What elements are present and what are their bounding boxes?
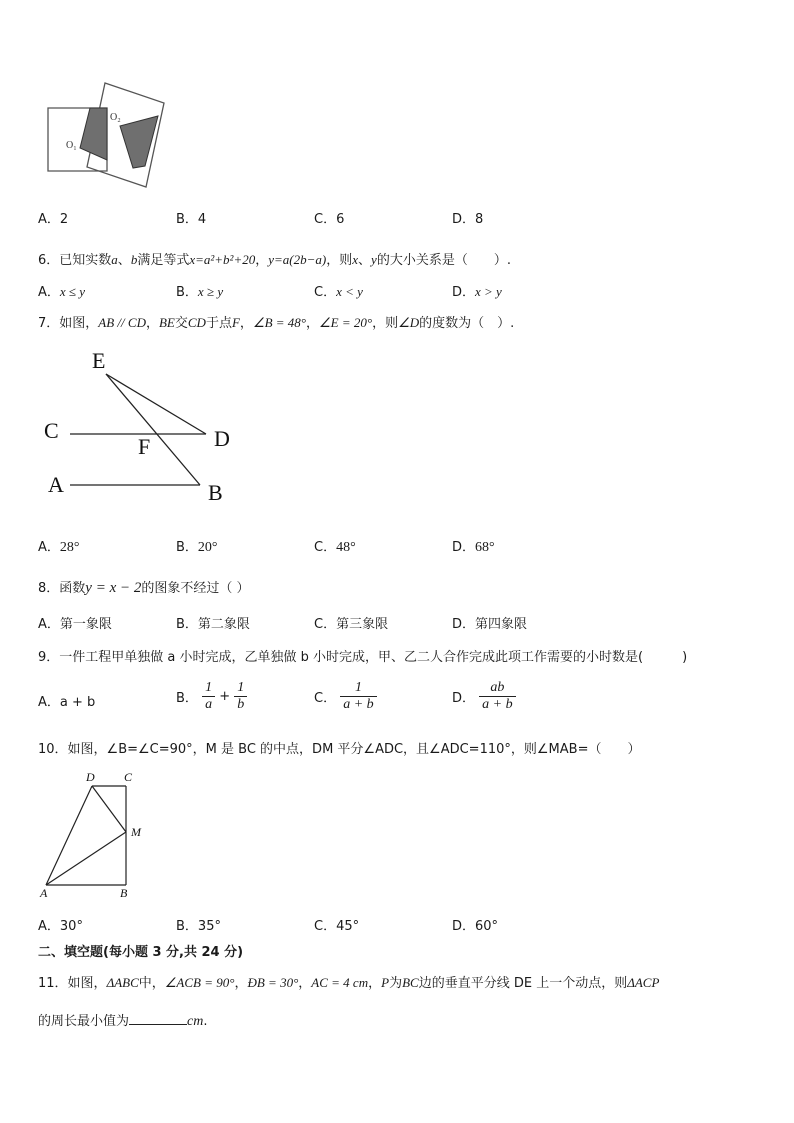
shaded-region-o1 xyxy=(80,108,107,160)
q7-stem: 7．如图，AB // CD，BE交CD于点F，∠B = 48°，∠E = 20°，则∠D的度数为（ ）. xyxy=(38,315,515,331)
label-o1: O₁ xyxy=(66,140,77,151)
label-c: C xyxy=(124,770,133,784)
answer-blank[interactable] xyxy=(129,1012,187,1025)
q10-option-c[interactable]: C．45° xyxy=(314,919,360,934)
q9-option-b-frac2: $\frac{1}{b}$ xyxy=(234,680,247,713)
label-e: E xyxy=(92,348,106,373)
q9-option-c-frac: $\frac{1}{a + b}$ xyxy=(340,680,376,713)
q7-option-c[interactable]: C．48° xyxy=(314,540,356,555)
section-title: 二、填空题(每小题 3 分,共 24 分) xyxy=(38,945,244,960)
label-d: D xyxy=(214,426,230,451)
parallel-lines-figure xyxy=(38,342,248,512)
label-c: C xyxy=(44,418,59,443)
q9-option-b-frac1: $\frac{1}{a}$ xyxy=(202,680,215,713)
q9-option-a[interactable]: A．a + b xyxy=(38,695,96,710)
label-f: F xyxy=(138,434,151,459)
q6-option-a[interactable]: A．x ≤ y xyxy=(38,284,86,300)
label-d: D xyxy=(86,770,95,784)
q5-option-c[interactable]: C．6 xyxy=(314,212,345,227)
q10-option-a[interactable]: A．30° xyxy=(38,919,83,934)
q7-option-d[interactable]: D．68° xyxy=(452,540,495,555)
q6-option-d[interactable]: D．x > y xyxy=(452,284,502,300)
q8-option-c[interactable]: C．第三象限 xyxy=(314,617,389,632)
line-eb xyxy=(106,374,200,485)
q6-option-b[interactable]: B．x ≥ y xyxy=(176,284,224,300)
label-b: B xyxy=(120,886,128,900)
q9-option-d-frac: $\frac{ab}{a + b}$ xyxy=(479,680,515,713)
q10-option-b[interactable]: B．35° xyxy=(176,919,221,934)
q6-stem: 6．已知实数a、b满足等式x=a²+b²+20，y=a(2b−a)，则x、y的大小关系是（ ）. xyxy=(38,252,511,268)
q8-option-d[interactable]: D．第四象限 xyxy=(452,617,528,632)
label-a: A xyxy=(48,472,64,497)
q11-stem: 11．如图，ΔABC中，∠ACB = 90°，ÐB = 30°，AC = 4 cm，P为BC边的垂直平分线 DE 上一个动点，则ΔACP xyxy=(38,975,660,991)
q7-option-b[interactable]: B．20° xyxy=(176,540,218,555)
q7-option-a[interactable]: A．28° xyxy=(38,540,80,555)
q6-option-c[interactable]: C．x < y xyxy=(314,284,363,300)
quadrilateral-figure xyxy=(36,766,156,906)
q11-line2: 的周长最小值为 cm. xyxy=(38,1014,208,1029)
q5-option-d[interactable]: D．8 xyxy=(452,212,484,227)
q9-stem: 9．一件工程甲单独做 a 小时完成，乙单独做 b 小时完成，甲、乙二人合作完成此项工作需要的小时数是( ) xyxy=(38,650,688,665)
segment-dm xyxy=(92,786,126,832)
q5-option-b[interactable]: B．4 xyxy=(176,212,207,227)
label-o2: O₂ xyxy=(110,112,121,123)
label-a: A xyxy=(40,886,48,900)
line-ed xyxy=(106,374,206,434)
q10-stem: 10．如图，∠B=∠C=90°，M 是 BC 的中点，DM 平分∠ADC，且∠ADC=110°，则∠MAB=（ ） xyxy=(38,742,641,757)
q9-option-d[interactable]: D． $\frac{ab}{a + b}$ xyxy=(452,680,516,713)
label-b: B xyxy=(208,480,223,505)
q8-stem: 8．函数y = x − 2的图象不经过（ ） xyxy=(38,580,250,596)
q8-option-a[interactable]: A．第一象限 xyxy=(38,617,112,632)
q10-option-d[interactable]: D．60° xyxy=(452,919,499,934)
label-m: M xyxy=(131,825,141,839)
q5-option-a[interactable]: A．2 xyxy=(38,212,69,227)
q9-option-b[interactable]: B． $\frac{1}{a}$ + $\frac{1}{b}$ xyxy=(176,680,247,713)
q8-option-b[interactable]: B．第二象限 xyxy=(176,617,250,632)
q9-option-c[interactable]: C． $\frac{1}{a + b}$ xyxy=(314,680,377,713)
overlapping-squares-figure xyxy=(40,78,205,193)
